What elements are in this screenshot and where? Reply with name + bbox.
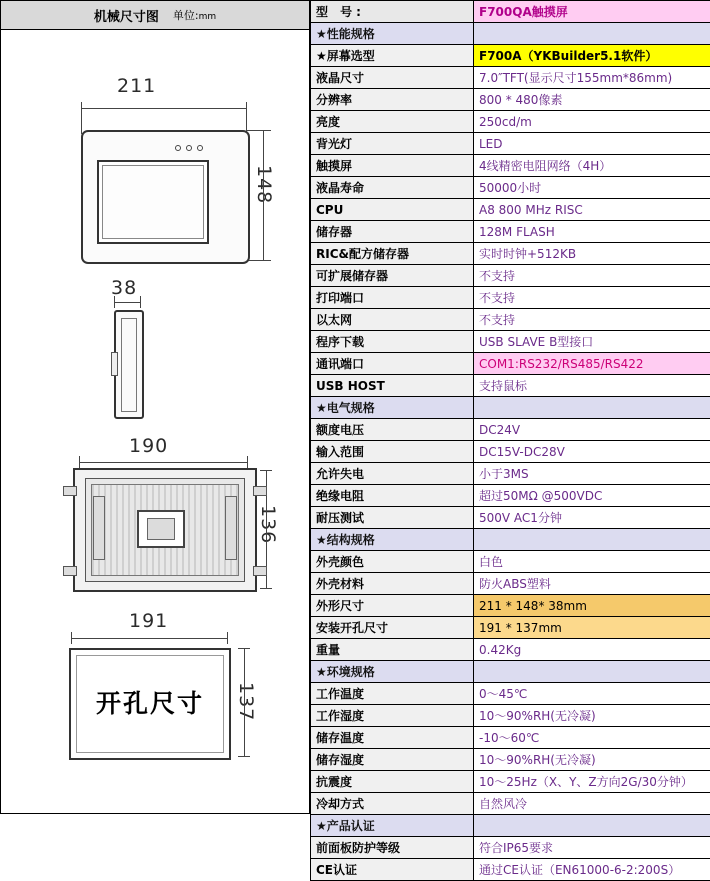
table-row [311, 661, 710, 683]
spec-value: 10～25Hz（X、Y、Z方向2G/30分钟） [474, 771, 710, 793]
spec-value: USB SLAVE B型接口 [474, 331, 710, 353]
table-row [311, 353, 710, 375]
spec-key: 储存温度 [311, 727, 474, 749]
table-row [311, 683, 710, 705]
spec-key: 冷却方式 [311, 793, 474, 815]
side-view-inner [121, 318, 137, 412]
tick [79, 456, 80, 468]
table-row [311, 89, 710, 111]
spec-key: ★产品认证 [311, 815, 474, 837]
spec-value: A8 800 MHz RISC [474, 199, 710, 221]
spec-value: COM1:RS232/RS485/RS422 [474, 353, 710, 375]
table-row [311, 45, 710, 67]
dim-line-cutout-width [71, 638, 227, 639]
spec-value: 50000小时 [474, 177, 710, 199]
table-row [311, 287, 710, 309]
table-row [311, 705, 710, 727]
mechanical-drawing-panel [0, 0, 310, 814]
table-row [311, 771, 710, 793]
led-indicator-icon [186, 145, 192, 151]
table-row [311, 243, 710, 265]
spec-key: 抗震度 [311, 771, 474, 793]
table-row [311, 133, 710, 155]
table-row [311, 749, 710, 771]
side-view-connector [111, 352, 118, 376]
ext-line [81, 108, 82, 134]
spec-key: USB HOST [311, 375, 474, 397]
spec-value [474, 397, 710, 419]
spec-key: CE认证 [311, 859, 474, 881]
model-value: F700QA触摸屏 [474, 1, 710, 23]
table-row [311, 309, 710, 331]
back-view-tab [63, 486, 77, 496]
model-key: 型 号: [311, 1, 474, 23]
spec-value: 不支持 [474, 265, 710, 287]
back-view-port-core [147, 518, 175, 540]
spec-value [474, 661, 710, 683]
spec-key: 前面板防护等级 [311, 837, 474, 859]
table-row [311, 551, 710, 573]
spec-value: 10～90%RH(无冷凝) [474, 705, 710, 727]
led-indicator-icon [175, 145, 181, 151]
spec-key: 工作温度 [311, 683, 474, 705]
spec-value: F700A（YKBuilder5.1软件） [474, 45, 710, 67]
spec-value: 实时时钟+512KB [474, 243, 710, 265]
unit-label: 单位: [173, 9, 199, 22]
tick [71, 632, 72, 644]
spec-key: 分辨率 [311, 89, 474, 111]
spec-value: 800 * 480像素 [474, 89, 710, 111]
spec-key: 通讯端口 [311, 353, 474, 375]
spec-value [474, 815, 710, 837]
table-row [311, 155, 710, 177]
spec-key: 耐压测试 [311, 507, 474, 529]
dim-line-back-width [79, 462, 247, 463]
spec-key: 工作湿度 [311, 705, 474, 727]
table-row [311, 111, 710, 133]
table-row [311, 419, 710, 441]
tick [260, 588, 272, 589]
table-row [311, 507, 710, 529]
spec-key: ★结构规格 [311, 529, 474, 551]
table-row [311, 441, 710, 463]
spec-key: 可扩展储存器 [311, 265, 474, 287]
spec-value: 符合IP65要求 [474, 837, 710, 859]
table-row [311, 67, 710, 89]
dim-line-front-height [263, 130, 264, 260]
spec-key: 触摸屏 [311, 155, 474, 177]
table-row [311, 397, 710, 419]
tick [114, 296, 115, 308]
table-row [311, 463, 710, 485]
cutout-label: 开孔尺寸 [71, 684, 229, 720]
spec-value: 通过CE认证（EN61000-6-2:200S） [474, 859, 710, 881]
spec-key: 外壳颜色 [311, 551, 474, 573]
tick [238, 648, 250, 649]
table-row [311, 639, 710, 661]
spec-value: 超过50MΩ @500VDC [474, 485, 710, 507]
spec-key: 程序下载 [311, 331, 474, 353]
front-view-screen-inner [102, 165, 204, 239]
spec-value [474, 529, 710, 551]
spec-value: 不支持 [474, 309, 710, 331]
spec-key: 外壳材料 [311, 573, 474, 595]
tick [227, 632, 228, 644]
drawing-canvas [1, 30, 309, 814]
spec-value: 4线精密电阻网络（4H） [474, 155, 710, 177]
spec-value: DC24V [474, 419, 710, 441]
table-row [311, 617, 710, 639]
back-view-port-block [137, 510, 185, 548]
spec-value: 211 * 148* 38mm [474, 595, 710, 617]
table-row [311, 23, 710, 45]
back-view-tab [253, 486, 267, 496]
dim-cutout-width: 191 [129, 610, 168, 632]
spec-value: 128M FLASH [474, 221, 710, 243]
led-indicator-icon [197, 145, 203, 151]
back-view-mount-right [225, 496, 237, 560]
table-row-model [311, 1, 710, 23]
spec-key: 液晶尺寸 [311, 67, 474, 89]
spec-value: 白色 [474, 551, 710, 573]
spec-key: ★性能规格 [311, 23, 474, 45]
tick [260, 470, 272, 471]
spec-value: 191 * 137mm [474, 617, 710, 639]
table-row [311, 837, 710, 859]
ext-line [246, 130, 266, 131]
spec-value: 10～90%RH(无冷凝) [474, 749, 710, 771]
drawing-title: 机械尺寸图 [94, 6, 159, 25]
dim-back-width: 190 [129, 435, 168, 457]
spec-key: 重量 [311, 639, 474, 661]
spec-value: 防火ABS塑料 [474, 573, 710, 595]
specification-table [310, 0, 710, 881]
table-row [311, 331, 710, 353]
spec-key: CPU [311, 199, 474, 221]
spec-value: 支持鼠标 [474, 375, 710, 397]
drawing-header [1, 1, 309, 30]
back-view-tab [63, 566, 77, 576]
spec-value: 0.42Kg [474, 639, 710, 661]
dim-front-width: 211 [117, 75, 156, 97]
spec-value: 不支持 [474, 287, 710, 309]
spec-key: 背光灯 [311, 133, 474, 155]
back-view-mount-left [93, 496, 105, 560]
side-view-body [114, 310, 144, 419]
spec-key: 储存器 [311, 221, 474, 243]
table-row [311, 859, 710, 881]
back-view-body [73, 468, 257, 592]
table-row [311, 177, 710, 199]
cutout-view-body [69, 648, 231, 760]
dim-side-depth: 38 [111, 277, 137, 299]
dim-line-front-width [81, 108, 246, 109]
spec-value: 0～45℃ [474, 683, 710, 705]
tick [238, 756, 250, 757]
dim-front-height: 148 [253, 165, 275, 204]
spec-key: 打印端口 [311, 287, 474, 309]
dim-line-cutout-height [244, 648, 245, 756]
spec-value [474, 23, 710, 45]
table-row [311, 595, 710, 617]
table-row [311, 485, 710, 507]
unit-value: mm [199, 12, 217, 22]
spec-value: LED [474, 133, 710, 155]
drawing-unit [173, 7, 216, 23]
spec-key: 允许失电 [311, 463, 474, 485]
table-row [311, 815, 710, 837]
back-view-tab [253, 566, 267, 576]
spec-value: 250cd/m [474, 111, 710, 133]
table-row [311, 793, 710, 815]
dim-line-side-depth [114, 302, 140, 303]
spec-value: 自然风冷 [474, 793, 710, 815]
table-row [311, 529, 710, 551]
spec-value: DC15V-DC28V [474, 441, 710, 463]
spec-value: 500V AC1分钟 [474, 507, 710, 529]
specification-panel [310, 0, 710, 814]
table-row [311, 221, 710, 243]
spec-key: ★屏幕选型 [311, 45, 474, 67]
dim-cutout-height: 137 [235, 682, 257, 721]
spec-key: 输入范围 [311, 441, 474, 463]
front-view-body [81, 130, 250, 264]
spec-key: 以太网 [311, 309, 474, 331]
front-view-led-group [175, 145, 209, 151]
tick [247, 456, 248, 468]
spec-key: RIC&配方储存器 [311, 243, 474, 265]
spec-value: 7.0″TFT(显示尺寸155mm*86mm) [474, 67, 710, 89]
spec-value: 小于3MS [474, 463, 710, 485]
spec-key: 液晶寿命 [311, 177, 474, 199]
spec-value: -10～60℃ [474, 727, 710, 749]
spec-key: 外形尺寸 [311, 595, 474, 617]
table-row [311, 199, 710, 221]
spec-key: 额度电压 [311, 419, 474, 441]
table-row [311, 265, 710, 287]
table-row [311, 375, 710, 397]
table-row [311, 727, 710, 749]
spec-key: 储存湿度 [311, 749, 474, 771]
spec-key: ★电气规格 [311, 397, 474, 419]
spec-key: 安装开孔尺寸 [311, 617, 474, 639]
tick [140, 296, 141, 308]
spec-key: 亮度 [311, 111, 474, 133]
dim-back-height: 136 [257, 505, 279, 544]
table-row [311, 573, 710, 595]
spec-key: 绝缘电阻 [311, 485, 474, 507]
front-view-screen [97, 160, 209, 244]
spec-key: ★环境规格 [311, 661, 474, 683]
